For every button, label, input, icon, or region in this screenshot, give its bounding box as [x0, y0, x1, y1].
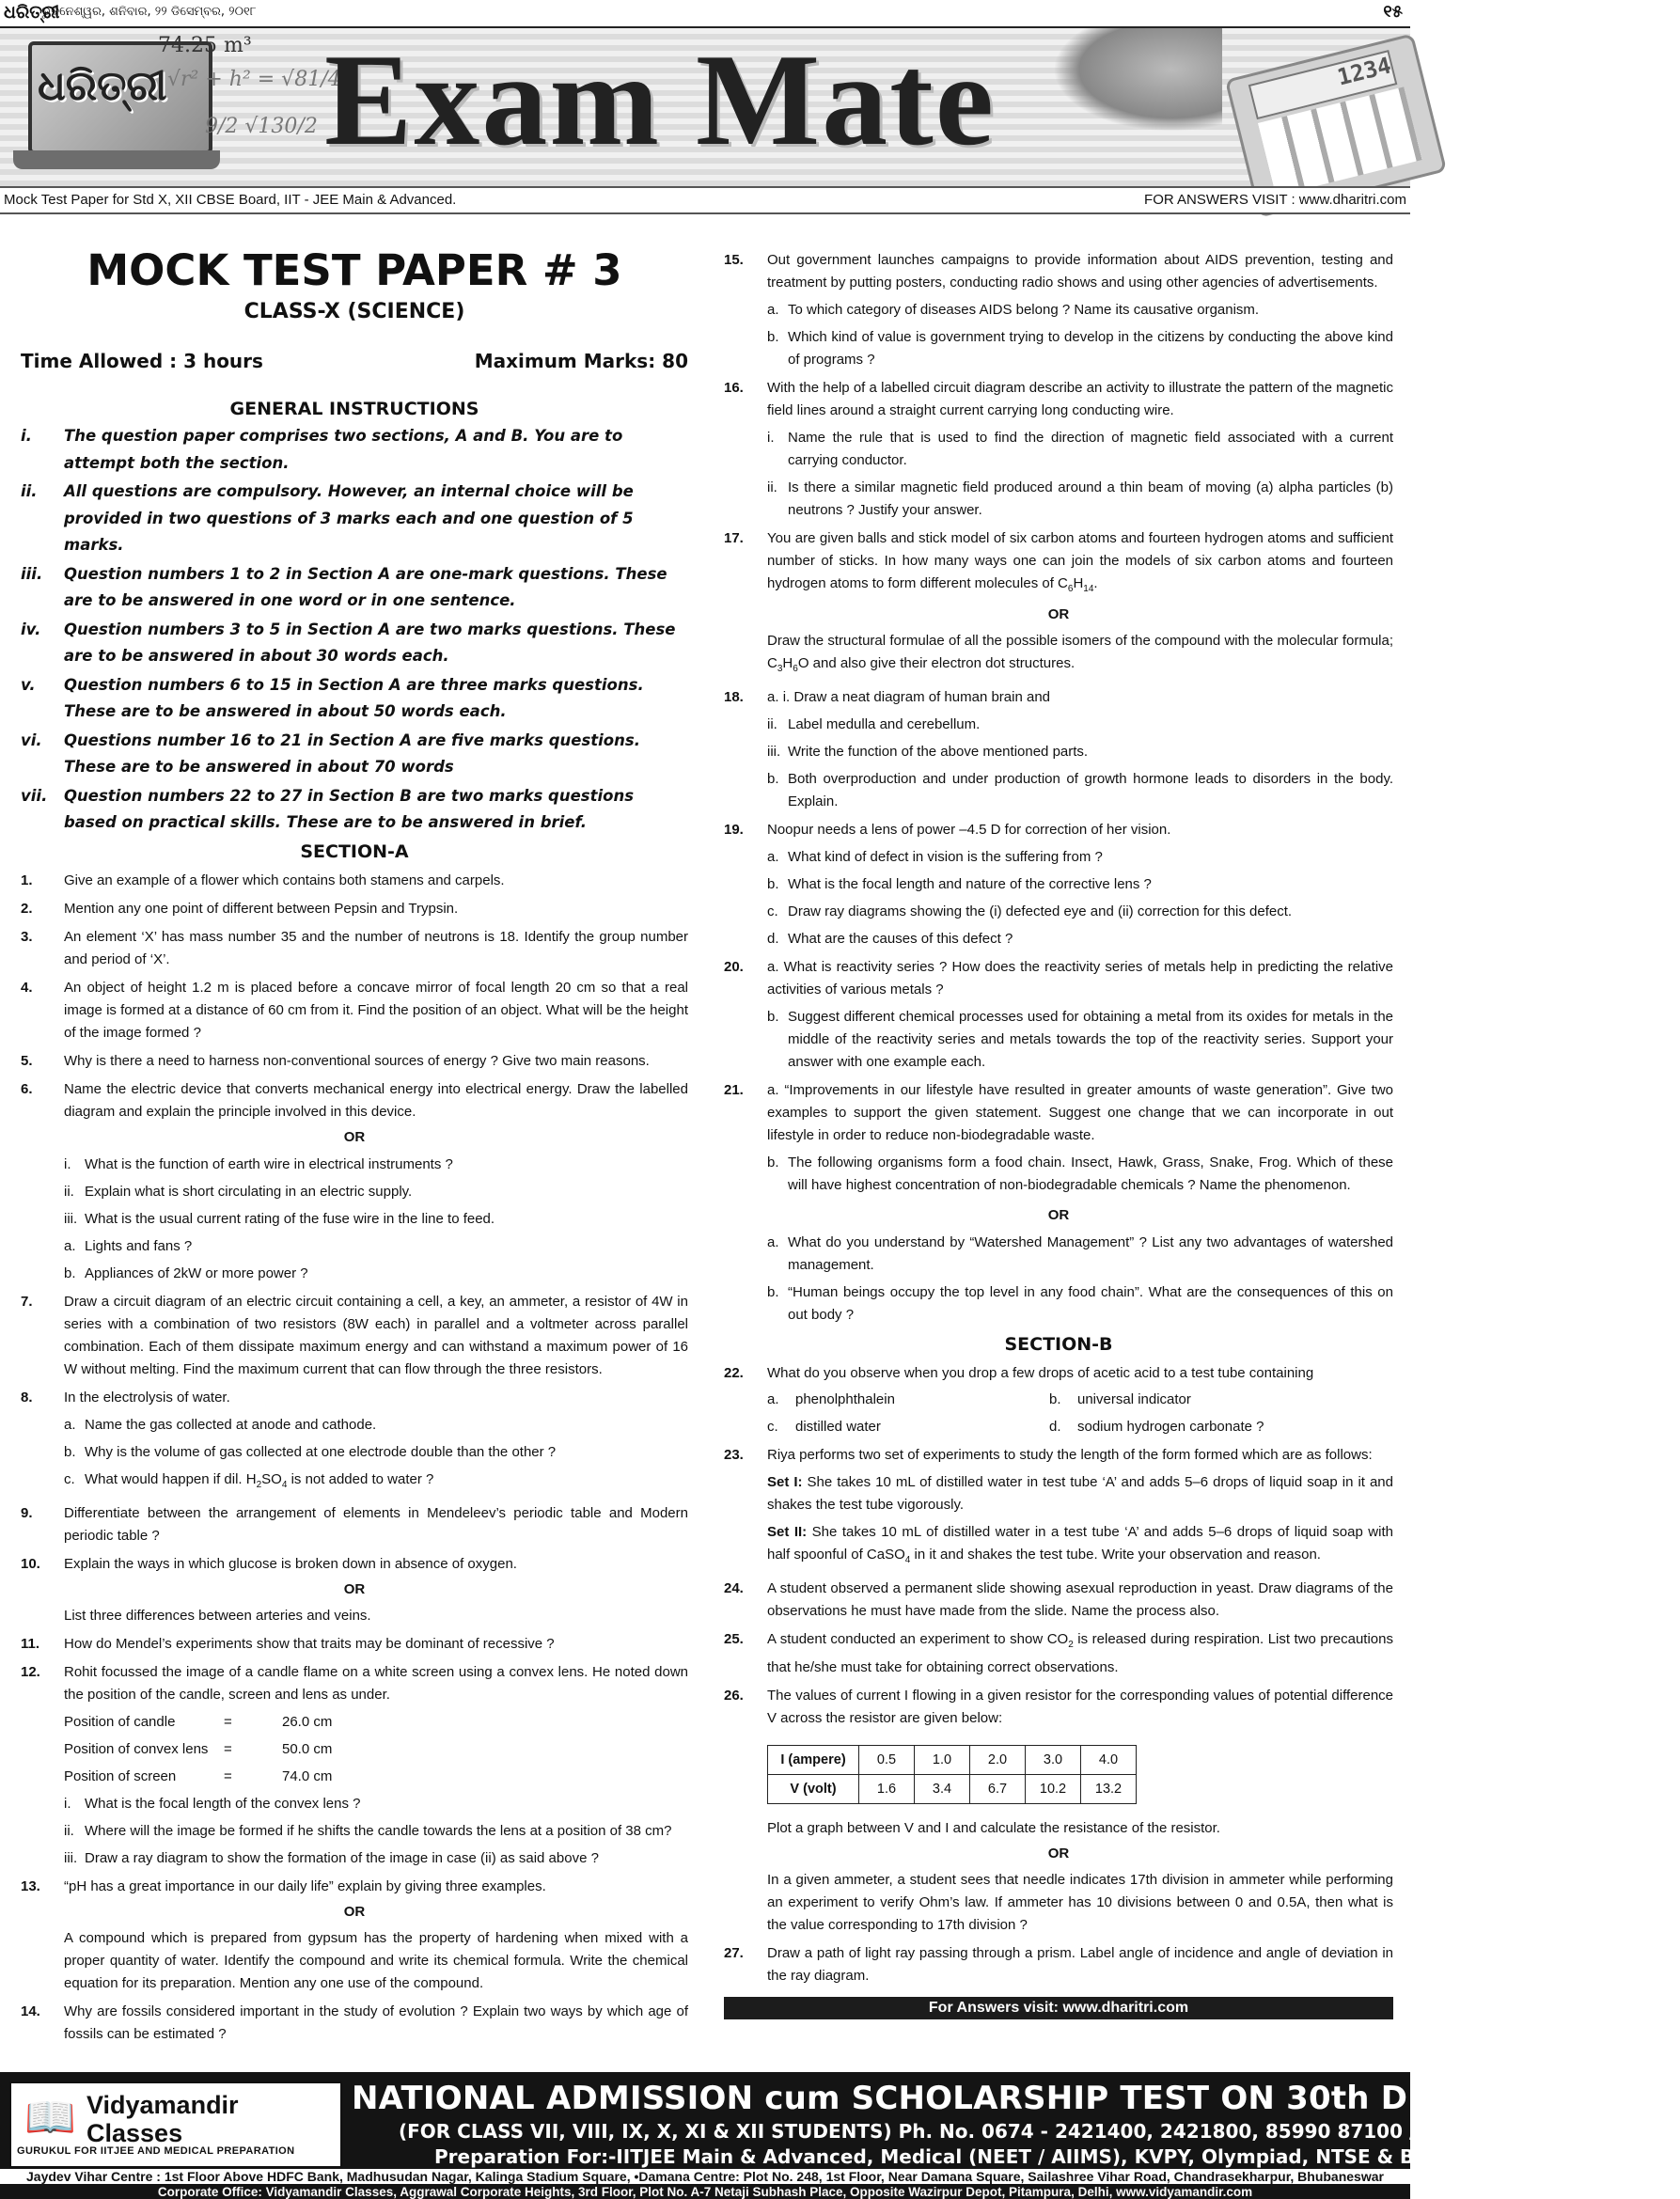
- masthead-brand: ଧରିତ୍ରୀ: [4, 2, 60, 23]
- or-label: OR: [1047, 1846, 1070, 1861]
- question-16: 16. With the help of a labelled circuit diagram describe an activity to illustrate the pattern of the magnetic field lines around a straight current carrying long conducting wire.: [724, 380, 1393, 418]
- sub-question: b. Both overproduction and under production of growth hormone leads to disorders in the body. Explain.: [767, 771, 1393, 809]
- alternate-question: List three differences between arteries and veins.: [64, 1607, 371, 1624]
- calculator-display: 1234: [1248, 50, 1398, 119]
- question-14: 14. Why are fossils considered important in the study of evolution ? Explain two ways by which age of fossils can be estimated ?: [21, 2003, 688, 2042]
- advert-classes-phone: (FOR CLASS VII, VIII, IX, X, XI & XII STUDENTS) Ph. No. 0674 - 2421400, 2421800, 85990 87100 / 85990 87200: [399, 2120, 1561, 2143]
- sub-question: a. What kind of defect in vision is the suffering from ?: [767, 849, 1103, 865]
- experiment-set-2: Set II: She takes 10 mL of distilled water in a test tube ‘A’ and adds 5–6 drops of liquid soap with half spoonful of CaSO$_4$ in it and shakes the test tube. Write your observation and reason.: [767, 1524, 1393, 1565]
- sub-question: b. Suggest different chemical processes used for obtaining a metal from its oxides for metals in the middle of the reactivity series and metals towards the top of the reactivity series. Support your answer with one example each.: [767, 1009, 1393, 1070]
- question-12: 12. Rohit focussed the image of a candle flame on a white screen using a convex lens. He noted down the position of the candle, screen and lens as under.: [21, 1663, 688, 1703]
- hand-illustration: [1053, 28, 1222, 132]
- question-24: 24. A student observed a permanent slide showing asexual reproduction in yeast. Draw diagrams of the observations he must have made from the slide. Name the process also.: [724, 1580, 1393, 1619]
- question-17: 17. You are given balls and stick model of six carbon atoms and fourteen hydrogen atoms and sufficient number of sticks. In how many ways one can join the models of six carbon atoms and fourteen hydrogen atoms to form different molecules of $C_6H_{14}$.: [724, 530, 1393, 594]
- question-25: 25. A student conducted an experiment to show $CO_2$ is released during respiration. List two precautions that he/she must take for obtaining correct observations.: [724, 1631, 1393, 1675]
- sub-question: a. Name the gas collected at anode and cathode.: [64, 1416, 377, 1433]
- or-label: OR: [1047, 606, 1070, 622]
- advert-preparation: Preparation For:-IITJEE Main & Advanced, Medical (NEET / AIIMS), KVPY, Olympiad, NTSE & Board.: [434, 2145, 1470, 2168]
- sub-question: ii. Label medulla and cerebellum.: [767, 716, 981, 732]
- paper-title: MOCK TEST PAPER # 3: [86, 245, 622, 295]
- question-15: 15. Out government launches campaigns to provide information about AIDS prevention, testing and treatment by putting posters, conducting radio shows and using other agencies of advertisements.: [724, 252, 1393, 291]
- instructions-heading: GENERAL INSTRUCTIONS: [229, 399, 479, 419]
- section-b-heading: SECTION-B: [1004, 1334, 1113, 1355]
- question-20: 20. a. What is reactivity series ? How does the reactivity series of metals help in predicting the relative activities of various metals ?: [724, 959, 1393, 997]
- paper-meta: [21, 348, 688, 374]
- banner-title: Exam Mate: [324, 27, 996, 173]
- question-3: 3. An element ‘X’ has mass number 35 and the number of neutrons is 18. Identify the group number and period of ‘X’.: [21, 928, 688, 967]
- or-label: OR: [343, 1903, 366, 1920]
- question-9: 9. Differentiate between the arrangement of elements in Mendeleev’s periodic table and Modern periodic table ?: [21, 1504, 688, 1544]
- formula-volume: 74.25 m³: [158, 34, 252, 57]
- sub-question: i. Name the rule that is used to find the direction of magnetic field associated with a current carrying conductor.: [767, 430, 1393, 468]
- question-11: 11. How do Mendel’s experiments show that traits may be dominant of recessive ?: [21, 1635, 555, 1652]
- instruction-item: vii. Question numbers 22 to 27 in Section B are two marks questions based on practical skills. These are to be answered in brief.: [21, 786, 635, 831]
- formula-root: √r² + h² = √81/4: [167, 68, 341, 91]
- question-13: 13. “pH has a great importance in our daily life” explain by giving three examples.: [21, 1877, 546, 1894]
- question-27: 27. Draw a path of light ray passing through a prism. Label angle of incidence and angle of deviation in the ray diagram.: [724, 1945, 1393, 1984]
- experiment-set-1: Set I: She takes 10 mL of distilled water in test tube ‘A’ and adds 5–6 drops of liquid soap in it and shakes the test tube vigorously.: [767, 1474, 1393, 1513]
- page-number: ୧୫: [1383, 2, 1403, 22]
- sub-question: iii. Write the function of the above mentioned parts.: [767, 744, 1089, 760]
- subtitle-bar: [0, 186, 1410, 214]
- instructions-list: [21, 423, 688, 837]
- answers-bar[interactable]: For Answers visit: www.dharitri.com: [724, 1997, 1393, 2019]
- sub-question: b. The following organisms form a food chain. Insect, Hawk, Grass, Snake, Frog. Which of these will have highest concentration of non-biodegradable chemicals ? Name the phenomenon.: [767, 1154, 1393, 1193]
- table-row: I (ampere) 0.5 1.0 2.0 3.0 4.0: [768, 1746, 1137, 1775]
- question-10: 10. Explain the ways in which glucose is broken down in absence of oxygen.: [21, 1555, 517, 1572]
- question-26: 26. The values of current I flowing in a given resistor for the corresponding values of potential difference V across the resistor are given below:: [724, 1688, 1393, 1726]
- or-label: OR: [343, 1580, 366, 1597]
- advert-headline: NATIONAL ADMISSION cum SCHOLARSHIP TEST ON 30th DECEMBER 2018: [352, 2080, 1680, 2117]
- left-column: [21, 243, 688, 2046]
- question-8: 8. In the electrolysis of water.: [21, 1389, 230, 1406]
- masthead-dateline: ଭୁବନେଶ୍ୱର, ଶନିବାର, ୨୨ ଡିସେମ୍ବର, ୨୦୧୮: [41, 5, 257, 19]
- alternate-question: Draw the structural formulae of all the possible isomers of the compound with the molecular formula; $C_3H_6O$ and also give their electron dot structures.: [767, 633, 1393, 674]
- sub-question: c. What would happen if dil. $H_2SO_4$ is not added to water ?: [64, 1470, 434, 1490]
- instruction-item: i. The question paper comprises two sections, A and B. You are to attempt both the section.: [21, 427, 623, 472]
- question-4: 4. An object of height 1.2 m is placed before a concave mirror of focal length 20 cm so that a real image is formed at a distance of 60 cm from it. Find the position of an object. What will be the height of the image formed ?: [21, 979, 688, 1041]
- sub-question: ii. Where will the image be formed if he shifts the candle towards the lens at a position of 38 cm?: [64, 1822, 672, 1839]
- position-row: Position of candle = 26.0 cm: [64, 1713, 333, 1730]
- question-6: 6. Name the electric device that converts mechanical energy into electrical energy. Draw the labelled diagram and explain the principle involved in this device.: [21, 1080, 688, 1120]
- position-row: Position of convex lens = 50.0 cm: [64, 1740, 333, 1757]
- sub-question: ii. Is there a similar magnetic field produced around a thin beam of moving (a) alpha particles (b) neutrons ? Justify your answer.: [767, 479, 1393, 518]
- sub-question: a. What do you understand by “Watershed Management” ? List any two advantages of watershed management.: [767, 1234, 1393, 1273]
- section-a-heading: SECTION-A: [300, 840, 409, 862]
- question-5: 5. Why is there a need to harness non-conventional sources of energy ? Give two main reasons.: [21, 1052, 650, 1069]
- question-18: 18. a. i. Draw a neat diagram of human brain and: [724, 689, 1051, 705]
- instruction-item: iv. Question numbers 3 to 5 in Section A are two marks questions. These are to be answered in about 30 words each.: [21, 620, 676, 665]
- maximum-marks: Maximum Marks: 80: [474, 350, 688, 372]
- question-19: 19. Noopur needs a lens of power –4.5 D for correction of her vision.: [724, 822, 1171, 838]
- right-column: [724, 249, 1393, 2019]
- banner-subtitle: Mock Test Paper for Std X, XII CBSE Board, IIT - JEE Main & Advanced.: [4, 192, 457, 208]
- formula-fraction: 9/2 √130/2: [205, 115, 318, 138]
- alternate-question: In a given ammeter, a student sees that needle indicates 17th division in ammeter while performing an experiment to verify Ohm’s law. If ammeter has 10 divisions between 0 and 0.5A, then what is the value corresponding to 17th division ?: [767, 1872, 1393, 1933]
- sub-question: a. To which category of diseases AIDS belong ? Name its causative organism.: [767, 302, 1260, 318]
- sub-question: a. Lights and fans ?: [64, 1237, 193, 1254]
- sub-question: d. What are the causes of this defect ?: [767, 931, 1013, 947]
- options-block: [767, 1389, 1393, 1438]
- exam-mate-banner: [0, 28, 1410, 186]
- or-label: OR: [343, 1128, 366, 1145]
- answers-link[interactable]: FOR ANSWERS VISIT : www.dharitri.com: [1144, 192, 1406, 208]
- advert-centres: Jaydev Vihar Centre : 1st Floor Above HDFC Bank, Madhusudan Nagar, Kalinga Stadium Square, •Damana Centre: Plot No. 248, 1st Floor, Near Damana Square, Sailashree Vihar Road, Chandrasekharpur, Bhubaneswar: [0, 2169, 1410, 2184]
- advert-name-line1: Vidyamandir: [86, 2091, 239, 2119]
- instruction-item: iii. Question numbers 1 to 2 in Section A are one-mark questions. These are to be answered in one word or in one sentence.: [21, 564, 667, 609]
- sub-question: b. What is the focal length and nature of the corrective lens ?: [767, 876, 1152, 892]
- alternate-question: A compound which is prepared from gypsum has the property of hardening when mixed with a proper quantity of water. Identify the compound and write its chemical formula. Write the chemical equation for its preparation. Mention any one use of the compound.: [64, 1929, 688, 1991]
- paper-class: CLASS-X (SCIENCE): [243, 300, 465, 323]
- sub-question: b. Appliances of 2kW or more power ?: [64, 1264, 308, 1281]
- sub-question: b. Which kind of value is government trying to develop in the citizens by conducting the above kind of programs ?: [767, 329, 1393, 368]
- table-row: V (volt) 1.6 3.4 6.7 10.2 13.2: [768, 1775, 1137, 1804]
- position-row: Position of screen = 74.0 cm: [64, 1767, 333, 1784]
- advert-banner: [0, 2072, 1680, 2199]
- advert-name-line2: Classes: [86, 2119, 183, 2147]
- option-item: d. sodium hydrogen carbonate ?: [1049, 1419, 1264, 1435]
- book-icon: 📖: [24, 2095, 76, 2141]
- dharitri-logo: ଧରିତ୍ରୀ: [38, 62, 167, 110]
- advert-corporate: Corporate Office: Vidyamandir Classes, Aggrawal Corporate Heights, 3rd Floor, Plot No. A-7 Netaji Subhash Place, Opposite Wazirpur Depot, Pitampura, Delhi, www.vidyamandir.com: [157, 2185, 1253, 2199]
- sub-question: iii. What is the usual current rating of the fuse wire in the line to feed.: [64, 1210, 495, 1227]
- option-item: c. distilled water: [767, 1419, 881, 1435]
- advert-tagline: GURUKUL FOR IITJEE AND MEDICAL PREPARATION: [17, 2145, 295, 2157]
- or-label: OR: [1047, 1207, 1070, 1223]
- sub-question: ii. Explain what is short circulating in an electric supply.: [64, 1183, 413, 1200]
- sub-question: i. What is the function of earth wire in electrical instruments ?: [64, 1155, 453, 1172]
- question-23: 23. Riya performs two set of experiments to study the length of the form formed which are as follows:: [724, 1447, 1373, 1463]
- question-22: 22. What do you observe when you drop a few drops of acetic acid to a test tube containing: [724, 1365, 1314, 1381]
- vidyamandir-logo: [9, 2081, 342, 2168]
- question-7: 7. Draw a circuit diagram of an electric circuit containing a cell, a key, an ammeter, a resistor of 4W in series with a combination of two resistors (8W each) in parallel and a voltmeter across parallel combination. Each of them dissipate maximum energy and can withstand a maximum power of 16 W without melting. Find the maximum current that can flow through the three resistors.: [21, 1293, 688, 1377]
- option-item: a. phenolphthalein: [767, 1391, 895, 1407]
- question-2: 2. Mention any one point of different between Pepsin and Trypsin.: [21, 900, 459, 917]
- time-allowed: Time Allowed : 3 hours: [21, 350, 263, 372]
- sub-question: i. What is the focal length of the convex lens ?: [64, 1795, 361, 1812]
- instruction-item: vi. Questions number 16 to 21 in Section A are five marks questions. These are to be answered in about 70 words: [21, 730, 640, 776]
- current-voltage-table: [767, 1745, 1137, 1804]
- option-item: b. universal indicator: [1049, 1391, 1191, 1407]
- question-21: 21. a. “Improvements in our lifestyle have resulted in greater amounts of waste generation”. Give two examples to support the given statement. Suggest one change that we can incorporate in out lifestyle in order to reduce non-biodegradable waste.: [724, 1082, 1393, 1143]
- sub-question: c. Draw ray diagrams showing the (i) defected eye and (ii) correction for this defect.: [767, 903, 1293, 919]
- instruction-item: v. Question numbers 6 to 15 in Section A are three marks questions. These are to be answered in about 50 words each.: [21, 675, 644, 720]
- sub-question: b. “Human beings occupy the top level in any food chain”. What are the consequences of this on out body ?: [767, 1284, 1393, 1323]
- table-followup: Plot a graph between V and I and calculate the resistance of the resistor.: [767, 1820, 1220, 1836]
- sub-question: iii. Draw a ray diagram to show the formation of the image in case (ii) as said above ?: [64, 1849, 599, 1866]
- question-1: 1. Give an example of a flower which contains both stamens and carpels.: [21, 872, 505, 888]
- instruction-item: ii. All questions are compulsory. However, an internal choice will be provided in two questions of 3 marks each and one question of 5 marks.: [21, 482, 634, 554]
- sub-question: b. Why is the volume of gas collected at one electrode double than the other ?: [64, 1443, 557, 1460]
